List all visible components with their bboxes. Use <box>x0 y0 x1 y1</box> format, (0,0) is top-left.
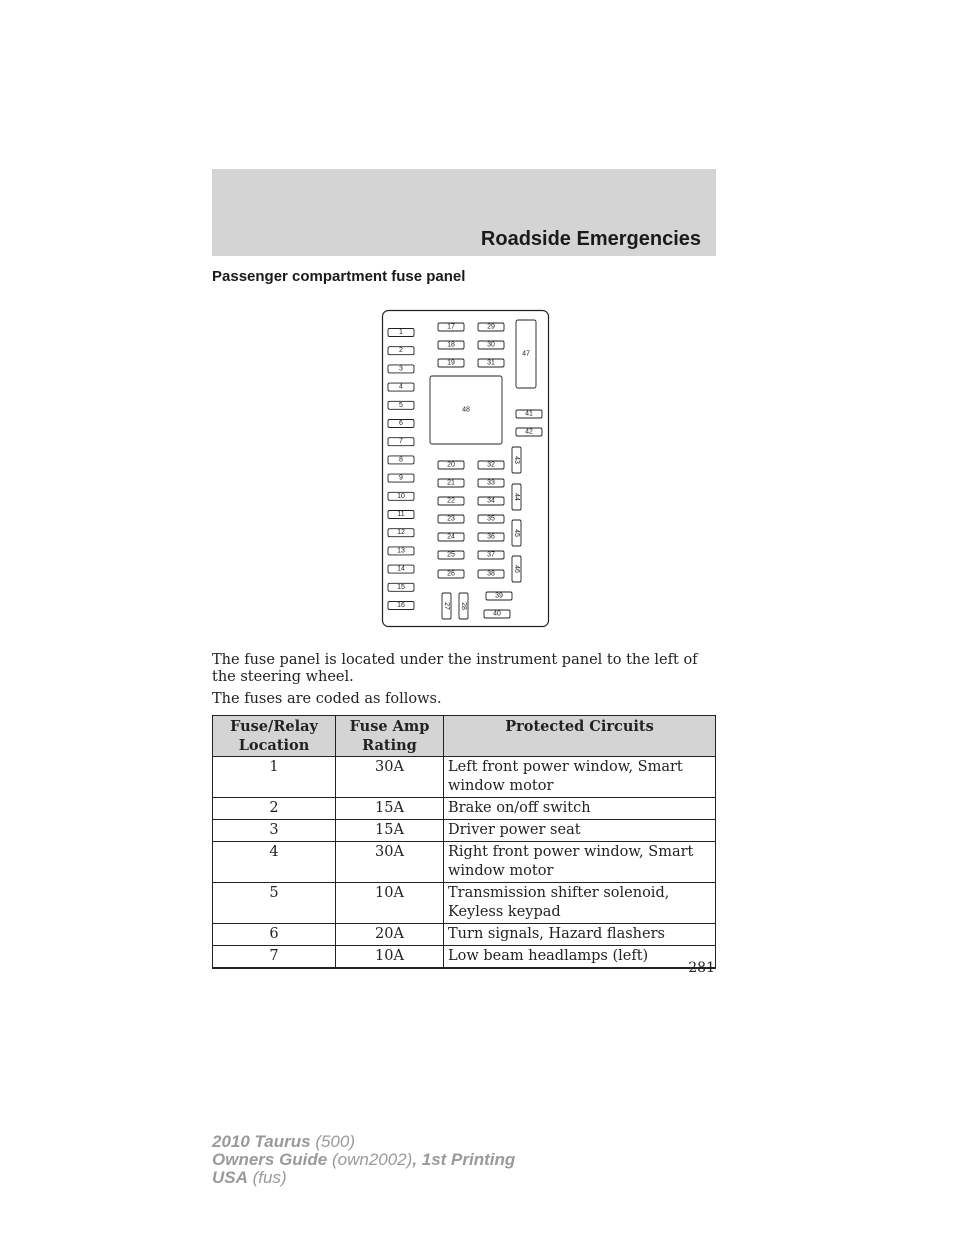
fuse-9 <box>388 474 414 482</box>
fuse-label: 9 <box>399 474 403 482</box>
fuse-42 <box>516 428 542 436</box>
fuse-18 <box>438 341 464 349</box>
fuse-label: 8 <box>399 456 403 464</box>
column-header-line: Rating <box>362 737 417 754</box>
chapter-title: Roadside Emergencies <box>480 228 701 250</box>
fuse-label: 46 <box>513 565 520 573</box>
cell-location: 6 <box>213 924 336 946</box>
fuse-panel-diagram <box>380 308 552 630</box>
cell-circuit: Transmission shifter solenoid, Keyless keypad <box>444 883 716 924</box>
fuse-label: 45 <box>513 529 520 537</box>
table-row <box>213 820 716 842</box>
fuse-label: 11 <box>397 511 405 518</box>
footer-guide-code: (own2002) <box>327 1150 413 1169</box>
cell-location: 5 <box>213 883 336 924</box>
column-header-line: Protected Circuits <box>505 718 654 735</box>
fuse-label: 20 <box>447 461 455 469</box>
cell-location: 7 <box>213 946 336 969</box>
fuse-40 <box>484 610 510 618</box>
footer-guide: Owners Guide <box>212 1150 328 1169</box>
fuse-label: 39 <box>495 592 503 600</box>
cell-location: 1 <box>213 757 336 798</box>
fuse-label: 25 <box>447 551 455 559</box>
cell-location: 3 <box>213 820 336 842</box>
fuse-13 <box>388 547 414 555</box>
fuse-1 <box>388 329 414 337</box>
cell-circuit: Driver power seat <box>444 820 716 842</box>
fuse-label: 22 <box>447 497 455 505</box>
fuse-label: 21 <box>447 479 455 487</box>
fuse-label: 17 <box>447 323 455 331</box>
fuse-33 <box>478 479 504 487</box>
fuse-label: 23 <box>447 515 455 523</box>
fuse-table <box>212 715 716 969</box>
fuse-label: 19 <box>447 359 455 367</box>
fuse-label: 40 <box>493 610 501 618</box>
footer-model-code: (500) <box>310 1132 356 1151</box>
fuse-label: 6 <box>399 420 403 427</box>
fuse-16 <box>388 602 414 610</box>
fuse-10 <box>388 492 414 500</box>
cell-amp: 15A <box>336 820 444 842</box>
fuse-label: 31 <box>487 359 495 367</box>
fuse-6 <box>388 420 414 428</box>
fuse-44 <box>512 484 521 510</box>
footer-market: USA <box>212 1168 248 1187</box>
fuse-label: 18 <box>447 341 455 349</box>
location-paragraph: The fuse panel is located under the instrument panel to the left of the steering wheel. <box>212 652 698 685</box>
fuse-label: 16 <box>397 602 405 609</box>
fuse-label: 29 <box>487 323 495 331</box>
fuse-label: 35 <box>487 515 495 523</box>
fuse-14 <box>388 565 414 573</box>
cell-location: 2 <box>213 798 336 820</box>
footer-line <box>212 1133 515 1151</box>
table-row <box>213 883 716 924</box>
fuse-41 <box>516 410 542 418</box>
fuse-label: 41 <box>525 410 533 418</box>
fuse-20 <box>438 461 464 469</box>
fuse-3 <box>388 365 414 373</box>
fuse-32 <box>478 461 504 469</box>
fuse-8 <box>388 456 414 464</box>
fuse-37 <box>478 551 504 559</box>
cell-circuit: Left front power window, Smart window motor <box>444 757 716 798</box>
cell-amp: 20A <box>336 924 444 946</box>
fuse-47 <box>516 320 536 388</box>
fuse-31 <box>478 359 504 367</box>
column-header-circuits <box>444 716 716 757</box>
cell-circuit: Brake on/off switch <box>444 798 716 820</box>
fuse-label: 27 <box>443 602 450 610</box>
fuse-12 <box>388 529 414 537</box>
cell-location: 4 <box>213 842 336 883</box>
fuse-39 <box>486 592 512 600</box>
fuse-19 <box>438 359 464 367</box>
fuse-label: 7 <box>399 438 403 446</box>
table-row <box>213 924 716 946</box>
fuse-38 <box>478 570 504 578</box>
fuse-label: 13 <box>397 547 405 555</box>
fuse-label: 28 <box>460 602 467 610</box>
fuse-29 <box>478 323 504 331</box>
column-header-amp <box>336 716 444 757</box>
cell-amp: 10A <box>336 946 444 969</box>
footer-line <box>212 1151 515 1169</box>
fuse-23 <box>438 515 464 523</box>
fuse-label: 38 <box>487 570 495 578</box>
cell-circuit: Low beam headlamps (left) <box>444 946 716 969</box>
column-header-line: Fuse/Relay <box>230 718 318 735</box>
column-header-line: Location <box>238 737 310 754</box>
fuse-5 <box>388 401 414 409</box>
fuse-15 <box>388 583 414 591</box>
document-footer <box>212 1133 515 1187</box>
fuse-43 <box>512 447 521 473</box>
table-row <box>213 798 716 820</box>
fuse-24 <box>438 533 464 541</box>
cell-amp: 30A <box>336 757 444 798</box>
fuse-30 <box>478 341 504 349</box>
fuse-7 <box>388 438 414 446</box>
footer-model: 2010 Taurus <box>212 1132 311 1151</box>
fuse-label: 34 <box>487 497 495 505</box>
cell-circuit: Right front power window, Smart window motor <box>444 842 716 883</box>
fuse-label: 12 <box>397 529 405 537</box>
fuse-34 <box>478 497 504 505</box>
fuse-22 <box>438 497 464 505</box>
fuse-label: 10 <box>397 492 405 500</box>
fuse-35 <box>478 515 504 523</box>
fuse-label: 33 <box>487 479 495 487</box>
cell-amp: 10A <box>336 883 444 924</box>
fuse-label: 15 <box>397 583 405 591</box>
fuse-17 <box>438 323 464 331</box>
cell-amp: 15A <box>336 798 444 820</box>
footer-market-code: (fus) <box>247 1168 287 1187</box>
fuse-28 <box>459 593 468 619</box>
fuse-26 <box>438 570 464 578</box>
fuse-label: 5 <box>399 401 403 409</box>
column-header-line: Fuse Amp <box>349 718 430 735</box>
fuse-36 <box>478 533 504 541</box>
fuse-label: 42 <box>525 428 533 436</box>
cell-amp: 30A <box>336 842 444 883</box>
fuse-21 <box>438 479 464 487</box>
fuse-label: 4 <box>399 383 403 391</box>
cell-circuit: Turn signals, Hazard flashers <box>444 924 716 946</box>
fuse-label: 3 <box>399 365 403 373</box>
fuse-4 <box>388 383 414 391</box>
fuse-label: 1 <box>399 329 403 336</box>
table-row <box>213 757 716 798</box>
fuse-label: 47 <box>522 350 530 358</box>
fuse-25 <box>438 551 464 559</box>
fuse-label: 36 <box>487 533 495 541</box>
fuse-45 <box>512 520 521 546</box>
fuse-label: 37 <box>487 551 495 559</box>
fuse-label: 43 <box>513 456 520 464</box>
fuse-label: 48 <box>462 406 470 414</box>
page-number: 281 <box>688 960 715 976</box>
fuse-27 <box>442 593 451 619</box>
fuse-label: 44 <box>513 493 520 501</box>
fuse-label: 2 <box>399 347 403 355</box>
fuse-46 <box>512 556 521 582</box>
fuse-2 <box>388 347 414 355</box>
fuse-label: 32 <box>487 461 495 469</box>
table-row <box>213 842 716 883</box>
fuse-label: 14 <box>397 565 405 573</box>
fuse-48 <box>430 376 502 444</box>
chapter-header <box>212 169 716 256</box>
fuse-11 <box>388 511 414 519</box>
footer-line <box>212 1169 515 1187</box>
coding-paragraph: The fuses are coded as follows. <box>212 691 442 707</box>
section-title: Passenger compartment fuse panel <box>212 268 466 285</box>
fuse-label: 30 <box>487 341 495 349</box>
table-header-row <box>213 716 716 757</box>
footer-printing: , 1st Printing <box>412 1150 516 1169</box>
table-row <box>213 946 716 969</box>
fuse-label: 26 <box>447 570 455 578</box>
column-header-location <box>213 716 336 757</box>
fuse-label: 24 <box>447 533 455 541</box>
